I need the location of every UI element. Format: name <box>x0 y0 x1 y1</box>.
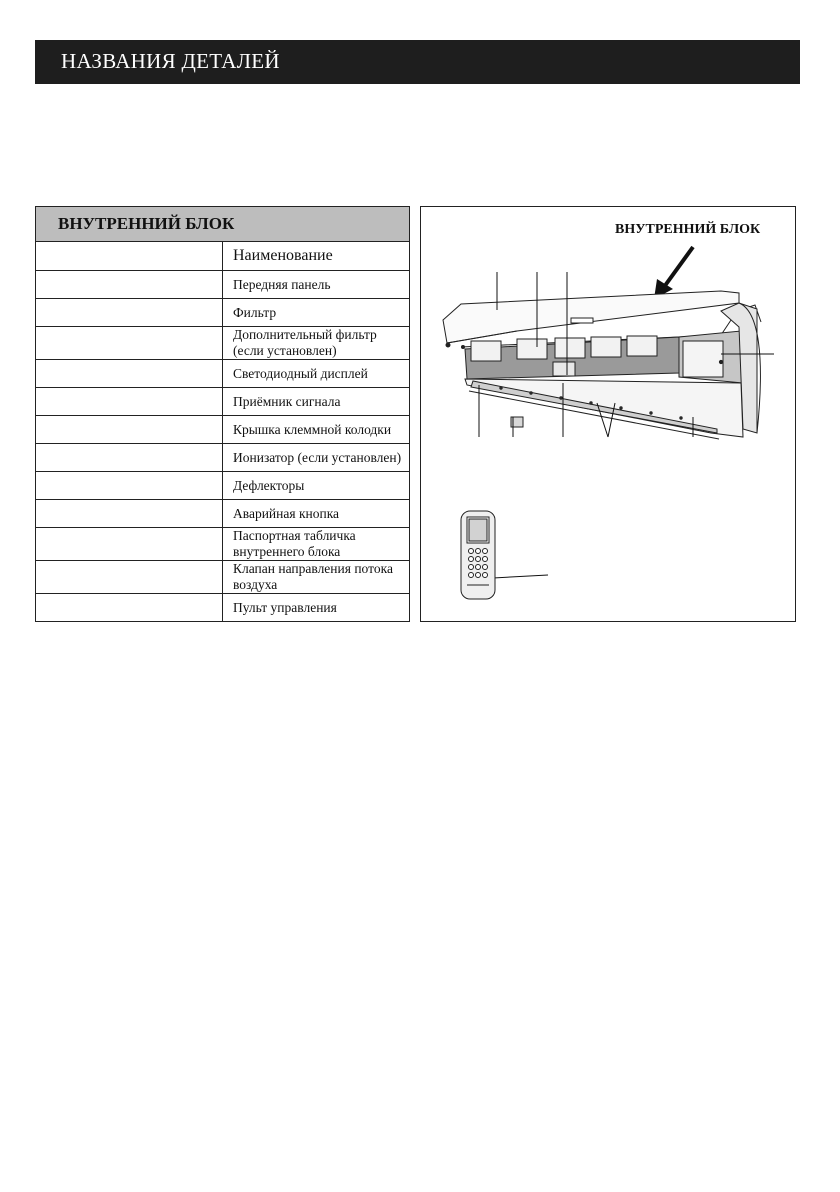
table-row <box>36 388 410 416</box>
table-row <box>36 561 410 594</box>
section-header-bar <box>35 40 800 84</box>
row-part-name: Паспортная табличка внутреннего блока <box>223 528 410 561</box>
figure-label: ВНУТРЕННИЙ БЛОК <box>615 222 761 237</box>
pointer-arrow-icon <box>654 247 693 299</box>
row-number <box>36 444 223 472</box>
table-row <box>36 594 410 622</box>
table-row <box>36 528 410 561</box>
row-part-name: Фильтр <box>223 299 410 327</box>
row-part-name: Дополнительный фильтр (если установлен) <box>223 327 410 360</box>
row-number <box>36 528 223 561</box>
row-part-name: Клапан направления потока воздуха <box>223 561 410 594</box>
parts-table-header-row <box>36 242 410 271</box>
name-column-header: Наименование <box>223 242 410 271</box>
parts-table <box>35 206 410 622</box>
number-column-header <box>36 242 223 271</box>
row-part-name: Крышка клеммной колодки <box>223 416 410 444</box>
row-number <box>36 271 223 299</box>
indoor-unit-figure <box>420 206 796 622</box>
row-part-name: Светодиодный дисплей <box>223 360 410 388</box>
air-conditioner-unit <box>443 291 761 439</box>
parts-table-title: ВНУТРЕННИЙ БЛОК <box>36 207 410 242</box>
row-part-name: Дефлекторы <box>223 472 410 500</box>
row-part-name: Ионизатор (если установлен) <box>223 444 410 472</box>
row-part-name: Передняя панель <box>223 271 410 299</box>
table-row <box>36 360 410 388</box>
table-row <box>36 472 410 500</box>
row-part-name: Приёмник сигнала <box>223 388 410 416</box>
table-row <box>36 299 410 327</box>
table-row <box>36 444 410 472</box>
row-part-name: Аварийная кнопка <box>223 500 410 528</box>
row-number <box>36 388 223 416</box>
row-number <box>36 472 223 500</box>
table-row <box>36 271 410 299</box>
table-row <box>36 327 410 360</box>
row-number <box>36 561 223 594</box>
indoor-unit-illustration <box>421 207 797 623</box>
row-number <box>36 299 223 327</box>
row-number <box>36 327 223 360</box>
row-number <box>36 500 223 528</box>
section-title: НАЗВАНИЯ ДЕТАЛЕЙ <box>61 49 280 73</box>
row-number <box>36 416 223 444</box>
row-number <box>36 360 223 388</box>
remote-control-icon <box>461 511 495 599</box>
table-row <box>36 416 410 444</box>
table-row <box>36 500 410 528</box>
parts-table-title-row <box>36 207 410 242</box>
row-part-name: Пульт управления <box>223 594 410 622</box>
row-number <box>36 594 223 622</box>
